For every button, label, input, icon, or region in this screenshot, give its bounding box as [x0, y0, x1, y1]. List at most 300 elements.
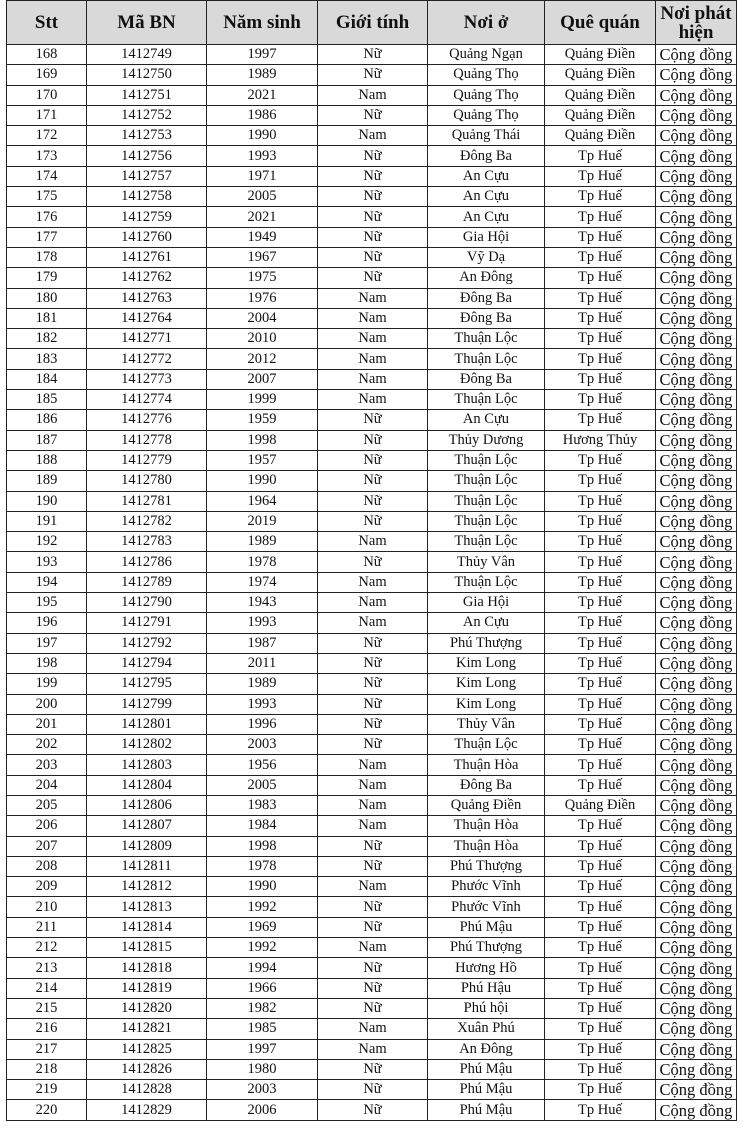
cell-gioi-tinh: Nam [318, 349, 428, 369]
header-nam-sinh: Năm sinh [207, 1, 318, 45]
cell-nam-sinh: 1966 [207, 978, 318, 998]
cell-ma-bn: 1412801 [87, 714, 207, 734]
cell-stt: 198 [7, 653, 87, 673]
cell-nam-sinh: 1964 [207, 491, 318, 511]
cell-noi-o: Thuận Lộc [428, 532, 545, 552]
cell-gioi-tinh: Nữ [318, 268, 428, 288]
cell-stt: 187 [7, 430, 87, 450]
cell-que-quan: Tp Huế [545, 146, 656, 166]
cell-nam-sinh: 1997 [207, 45, 318, 65]
cell-noi-o: Thủy Vân [428, 552, 545, 572]
table-row [7, 998, 737, 1018]
table-row [7, 308, 737, 328]
cell-noi-o: Thuận Lộc [428, 329, 545, 349]
cell-noi-o: Thuận Hòa [428, 836, 545, 856]
cell-noi-phat-hien: Cộng đồng [656, 450, 737, 470]
cell-nam-sinh: 1989 [207, 532, 318, 552]
table-row [7, 430, 737, 450]
cell-ma-bn: 1412764 [87, 308, 207, 328]
table-row [7, 1039, 737, 1059]
cell-gioi-tinh: Nữ [318, 836, 428, 856]
cell-noi-phat-hien: Cộng đồng [656, 511, 737, 531]
cell-nam-sinh: 2005 [207, 187, 318, 207]
cell-gioi-tinh: Nam [318, 369, 428, 389]
cell-noi-o: Đông Ba [428, 288, 545, 308]
cell-que-quan: Tp Huế [545, 633, 656, 653]
cell-noi-phat-hien: Cộng đồng [656, 65, 737, 85]
table-row [7, 572, 737, 592]
cell-noi-o: Thủy Dương [428, 430, 545, 450]
cell-nam-sinh: 1959 [207, 410, 318, 430]
cell-gioi-tinh: Nam [318, 938, 428, 958]
table-row [7, 410, 737, 430]
cell-ma-bn: 1412792 [87, 633, 207, 653]
cell-stt: 211 [7, 917, 87, 937]
cell-noi-phat-hien: Cộng đồng [656, 653, 737, 673]
cell-que-quan: Tp Huế [545, 653, 656, 673]
cell-noi-o: Quảng Ngạn [428, 45, 545, 65]
cell-ma-bn: 1412763 [87, 288, 207, 308]
cell-noi-phat-hien: Cộng đồng [656, 795, 737, 815]
cell-noi-phat-hien: Cộng đồng [656, 917, 737, 937]
cell-noi-o: Thuận Lộc [428, 572, 545, 592]
cell-stt: 174 [7, 166, 87, 186]
cell-que-quan: Tp Huế [545, 978, 656, 998]
cell-noi-o: An Cựu [428, 166, 545, 186]
cell-stt: 179 [7, 268, 87, 288]
cell-gioi-tinh: Nữ [318, 714, 428, 734]
cell-que-quan: Tp Huế [545, 714, 656, 734]
cell-nam-sinh: 1976 [207, 288, 318, 308]
cell-que-quan: Tp Huế [545, 390, 656, 410]
cell-ma-bn: 1412771 [87, 329, 207, 349]
cell-stt: 212 [7, 938, 87, 958]
cell-stt: 214 [7, 978, 87, 998]
cell-nam-sinh: 1978 [207, 552, 318, 572]
cell-noi-phat-hien: Cộng đồng [656, 998, 737, 1018]
cell-gioi-tinh: Nữ [318, 998, 428, 1018]
cell-noi-phat-hien: Cộng đồng [656, 126, 737, 146]
cell-gioi-tinh: Nam [318, 532, 428, 552]
cell-noi-o: Phước Vĩnh [428, 897, 545, 917]
table-row [7, 329, 737, 349]
cell-que-quan: Tp Huế [545, 329, 656, 349]
cell-stt: 189 [7, 471, 87, 491]
cell-noi-phat-hien: Cộng đồng [656, 836, 737, 856]
cell-ma-bn: 1412806 [87, 795, 207, 815]
cell-noi-phat-hien: Cộng đồng [656, 593, 737, 613]
cell-que-quan: Tp Huế [545, 532, 656, 552]
patient-table-container [6, 0, 737, 1121]
cell-gioi-tinh: Nam [318, 572, 428, 592]
cell-noi-phat-hien: Cộng đồng [656, 85, 737, 105]
cell-nam-sinh: 1990 [207, 471, 318, 491]
cell-noi-o: Phú Mậu [428, 1100, 545, 1120]
cell-ma-bn: 1412821 [87, 1019, 207, 1039]
cell-noi-phat-hien: Cộng đồng [656, 390, 737, 410]
cell-ma-bn: 1412820 [87, 998, 207, 1018]
cell-gioi-tinh: Nữ [318, 146, 428, 166]
cell-ma-bn: 1412753 [87, 126, 207, 146]
cell-nam-sinh: 1984 [207, 816, 318, 836]
cell-gioi-tinh: Nữ [318, 1059, 428, 1079]
cell-noi-phat-hien: Cộng đồng [656, 856, 737, 876]
cell-que-quan: Tp Huế [545, 207, 656, 227]
cell-noi-phat-hien: Cộng đồng [656, 938, 737, 958]
cell-que-quan: Tp Huế [545, 674, 656, 694]
cell-gioi-tinh: Nam [318, 816, 428, 836]
cell-noi-phat-hien: Cộng đồng [656, 308, 737, 328]
cell-noi-o: Quảng Thái [428, 126, 545, 146]
cell-nam-sinh: 1982 [207, 998, 318, 1018]
cell-stt: 199 [7, 674, 87, 694]
cell-stt: 185 [7, 390, 87, 410]
table-row [7, 450, 737, 470]
cell-que-quan: Tp Huế [545, 1100, 656, 1120]
cell-gioi-tinh: Nữ [318, 958, 428, 978]
cell-ma-bn: 1412778 [87, 430, 207, 450]
cell-gioi-tinh: Nam [318, 390, 428, 410]
cell-noi-phat-hien: Cộng đồng [656, 491, 737, 511]
table-row [7, 775, 737, 795]
cell-noi-phat-hien: Cộng đồng [656, 146, 737, 166]
cell-ma-bn: 1412757 [87, 166, 207, 186]
cell-que-quan: Tp Huế [545, 998, 656, 1018]
cell-gioi-tinh: Nữ [318, 897, 428, 917]
table-row [7, 593, 737, 613]
cell-stt: 216 [7, 1019, 87, 1039]
cell-ma-bn: 1412812 [87, 877, 207, 897]
cell-gioi-tinh: Nam [318, 593, 428, 613]
cell-gioi-tinh: Nữ [318, 1080, 428, 1100]
cell-nam-sinh: 1994 [207, 958, 318, 978]
cell-noi-phat-hien: Cộng đồng [656, 207, 737, 227]
cell-noi-phat-hien: Cộng đồng [656, 572, 737, 592]
table-header-row [7, 1, 737, 45]
cell-ma-bn: 1412780 [87, 471, 207, 491]
cell-noi-phat-hien: Cộng đồng [656, 430, 737, 450]
cell-gioi-tinh: Nữ [318, 552, 428, 572]
cell-nam-sinh: 1969 [207, 917, 318, 937]
cell-que-quan: Tp Huế [545, 938, 656, 958]
cell-ma-bn: 1412825 [87, 1039, 207, 1059]
cell-stt: 220 [7, 1100, 87, 1120]
cell-nam-sinh: 1975 [207, 268, 318, 288]
table-row [7, 735, 737, 755]
cell-que-quan: Tp Huế [545, 491, 656, 511]
cell-noi-phat-hien: Cộng đồng [656, 471, 737, 491]
cell-noi-phat-hien: Cộng đồng [656, 735, 737, 755]
cell-gioi-tinh: Nữ [318, 207, 428, 227]
cell-noi-o: Quảng Thọ [428, 65, 545, 85]
cell-noi-o: Thuận Lộc [428, 511, 545, 531]
cell-nam-sinh: 1971 [207, 166, 318, 186]
cell-stt: 193 [7, 552, 87, 572]
table-row [7, 958, 737, 978]
cell-noi-phat-hien: Cộng đồng [656, 633, 737, 653]
cell-noi-o: Hương Hồ [428, 958, 545, 978]
cell-noi-phat-hien: Cộng đồng [656, 958, 737, 978]
cell-noi-phat-hien: Cộng đồng [656, 166, 737, 186]
table-row [7, 126, 737, 146]
cell-ma-bn: 1412762 [87, 268, 207, 288]
cell-nam-sinh: 2005 [207, 775, 318, 795]
cell-que-quan: Tp Huế [545, 958, 656, 978]
cell-gioi-tinh: Nữ [318, 491, 428, 511]
cell-ma-bn: 1412758 [87, 187, 207, 207]
cell-que-quan: Tp Huế [545, 735, 656, 755]
cell-noi-phat-hien: Cộng đồng [656, 45, 737, 65]
table-row [7, 978, 737, 998]
cell-que-quan: Quảng Điền [545, 795, 656, 815]
header-ma-bn: Mã BN [87, 1, 207, 45]
cell-ma-bn: 1412819 [87, 978, 207, 998]
cell-noi-o: An Cựu [428, 410, 545, 430]
cell-nam-sinh: 1978 [207, 856, 318, 876]
table-row [7, 369, 737, 389]
cell-que-quan: Tp Huế [545, 187, 656, 207]
header-stt: Stt [7, 1, 87, 45]
cell-noi-o: An Cựu [428, 187, 545, 207]
cell-noi-phat-hien: Cộng đồng [656, 694, 737, 714]
cell-nam-sinh: 2003 [207, 735, 318, 755]
cell-ma-bn: 1412774 [87, 390, 207, 410]
cell-noi-o: Phú Thượng [428, 856, 545, 876]
cell-stt: 172 [7, 126, 87, 146]
cell-gioi-tinh: Nữ [318, 105, 428, 125]
table-row [7, 613, 737, 633]
table-row [7, 836, 737, 856]
cell-noi-o: Quảng Thọ [428, 85, 545, 105]
cell-que-quan: Tp Huế [545, 1039, 656, 1059]
cell-stt: 175 [7, 187, 87, 207]
cell-noi-phat-hien: Cộng đồng [656, 714, 737, 734]
cell-nam-sinh: 2004 [207, 308, 318, 328]
cell-nam-sinh: 1998 [207, 430, 318, 450]
cell-noi-phat-hien: Cộng đồng [656, 1039, 737, 1059]
cell-noi-phat-hien: Cộng đồng [656, 552, 737, 572]
cell-noi-o: An Cựu [428, 613, 545, 633]
cell-gioi-tinh: Nam [318, 329, 428, 349]
table-row [7, 288, 737, 308]
cell-nam-sinh: 2021 [207, 207, 318, 227]
cell-noi-phat-hien: Cộng đồng [656, 674, 737, 694]
cell-noi-phat-hien: Cộng đồng [656, 897, 737, 917]
cell-que-quan: Quảng Điền [545, 65, 656, 85]
cell-que-quan: Tp Huế [545, 755, 656, 775]
cell-nam-sinh: 2003 [207, 1080, 318, 1100]
cell-stt: 191 [7, 511, 87, 531]
cell-que-quan: Tp Huế [545, 471, 656, 491]
cell-stt: 210 [7, 897, 87, 917]
cell-que-quan: Tp Huế [545, 288, 656, 308]
table-row [7, 714, 737, 734]
cell-stt: 201 [7, 714, 87, 734]
cell-noi-o: Xuân Phú [428, 1019, 545, 1039]
cell-ma-bn: 1412783 [87, 532, 207, 552]
cell-noi-o: Gia Hội [428, 593, 545, 613]
cell-nam-sinh: 1974 [207, 572, 318, 592]
cell-ma-bn: 1412829 [87, 1100, 207, 1120]
cell-que-quan: Tp Huế [545, 613, 656, 633]
table-row [7, 146, 737, 166]
cell-que-quan: Tp Huế [545, 552, 656, 572]
cell-gioi-tinh: Nam [318, 1039, 428, 1059]
header-noi-phat-hien: Nơi phát hiện [656, 1, 737, 45]
cell-stt: 206 [7, 816, 87, 836]
cell-stt: 195 [7, 593, 87, 613]
cell-stt: 188 [7, 450, 87, 470]
cell-noi-o: Đông Ba [428, 369, 545, 389]
cell-nam-sinh: 1957 [207, 450, 318, 470]
cell-gioi-tinh: Nữ [318, 1100, 428, 1120]
cell-stt: 200 [7, 694, 87, 714]
table-row [7, 390, 737, 410]
table-row [7, 917, 737, 937]
cell-noi-o: Đông Ba [428, 775, 545, 795]
cell-nam-sinh: 2012 [207, 349, 318, 369]
cell-noi-phat-hien: Cộng đồng [656, 1100, 737, 1120]
cell-ma-bn: 1412809 [87, 836, 207, 856]
cell-que-quan: Tp Huế [545, 897, 656, 917]
cell-nam-sinh: 1989 [207, 65, 318, 85]
cell-ma-bn: 1412752 [87, 105, 207, 125]
cell-ma-bn: 1412791 [87, 613, 207, 633]
cell-stt: 205 [7, 795, 87, 815]
table-row [7, 795, 737, 815]
cell-nam-sinh: 1998 [207, 836, 318, 856]
cell-stt: 181 [7, 308, 87, 328]
cell-gioi-tinh: Nữ [318, 694, 428, 714]
cell-noi-phat-hien: Cộng đồng [656, 105, 737, 125]
table-row [7, 532, 737, 552]
cell-noi-phat-hien: Cộng đồng [656, 978, 737, 998]
cell-gioi-tinh: Nam [318, 755, 428, 775]
cell-gioi-tinh: Nữ [318, 856, 428, 876]
table-row [7, 897, 737, 917]
cell-noi-o: Quảng Thọ [428, 105, 545, 125]
cell-gioi-tinh: Nam [318, 85, 428, 105]
cell-que-quan: Tp Huế [545, 349, 656, 369]
cell-nam-sinh: 1992 [207, 938, 318, 958]
cell-noi-phat-hien: Cộng đồng [656, 329, 737, 349]
cell-nam-sinh: 1993 [207, 613, 318, 633]
cell-noi-phat-hien: Cộng đồng [656, 227, 737, 247]
cell-stt: 180 [7, 288, 87, 308]
table-row [7, 552, 737, 572]
cell-noi-phat-hien: Cộng đồng [656, 268, 737, 288]
cell-nam-sinh: 2007 [207, 369, 318, 389]
cell-noi-phat-hien: Cộng đồng [656, 187, 737, 207]
cell-noi-o: Thủy Vân [428, 714, 545, 734]
cell-noi-phat-hien: Cộng đồng [656, 369, 737, 389]
cell-ma-bn: 1412750 [87, 65, 207, 85]
cell-noi-o: Phú hội [428, 998, 545, 1018]
cell-ma-bn: 1412749 [87, 45, 207, 65]
cell-que-quan: Tp Huế [545, 410, 656, 430]
cell-que-quan: Tp Huế [545, 227, 656, 247]
cell-ma-bn: 1412799 [87, 694, 207, 714]
cell-nam-sinh: 1983 [207, 795, 318, 815]
cell-stt: 177 [7, 227, 87, 247]
cell-que-quan: Tp Huế [545, 775, 656, 795]
table-row [7, 511, 737, 531]
cell-que-quan: Quảng Điền [545, 45, 656, 65]
cell-noi-o: Thuận Lộc [428, 349, 545, 369]
cell-ma-bn: 1412814 [87, 917, 207, 937]
cell-nam-sinh: 1943 [207, 593, 318, 613]
cell-ma-bn: 1412790 [87, 593, 207, 613]
cell-stt: 169 [7, 65, 87, 85]
cell-stt: 209 [7, 877, 87, 897]
cell-ma-bn: 1412802 [87, 735, 207, 755]
cell-noi-o: Thuận Hòa [428, 816, 545, 836]
cell-ma-bn: 1412772 [87, 349, 207, 369]
cell-nam-sinh: 1989 [207, 674, 318, 694]
cell-gioi-tinh: Nữ [318, 653, 428, 673]
cell-noi-o: Vỹ Dạ [428, 247, 545, 267]
cell-stt: 170 [7, 85, 87, 105]
cell-stt: 202 [7, 735, 87, 755]
cell-stt: 219 [7, 1080, 87, 1100]
cell-noi-o: Thuận Hòa [428, 755, 545, 775]
table-row [7, 633, 737, 653]
cell-noi-o: Kim Long [428, 694, 545, 714]
cell-que-quan: Tp Huế [545, 1080, 656, 1100]
cell-gioi-tinh: Nam [318, 126, 428, 146]
cell-que-quan: Tp Huế [545, 166, 656, 186]
cell-noi-o: Phú Mậu [428, 1059, 545, 1079]
table-row [7, 105, 737, 125]
cell-noi-o: An Đông [428, 268, 545, 288]
cell-gioi-tinh: Nữ [318, 674, 428, 694]
cell-noi-o: Thuận Lộc [428, 735, 545, 755]
cell-noi-phat-hien: Cộng đồng [656, 247, 737, 267]
table-row [7, 45, 737, 65]
table-row [7, 653, 737, 673]
cell-noi-phat-hien: Cộng đồng [656, 1059, 737, 1079]
cell-noi-phat-hien: Cộng đồng [656, 410, 737, 430]
cell-stt: 196 [7, 613, 87, 633]
cell-noi-o: Thuận Lộc [428, 450, 545, 470]
cell-gioi-tinh: Nữ [318, 978, 428, 998]
cell-que-quan: Tp Huế [545, 856, 656, 876]
cell-noi-o: Phú Mậu [428, 1080, 545, 1100]
cell-noi-o: Phú Mậu [428, 917, 545, 937]
cell-que-quan: Tp Huế [545, 694, 656, 714]
cell-noi-o: Đông Ba [428, 146, 545, 166]
cell-ma-bn: 1412828 [87, 1080, 207, 1100]
cell-noi-phat-hien: Cộng đồng [656, 775, 737, 795]
cell-gioi-tinh: Nữ [318, 471, 428, 491]
cell-gioi-tinh: Nam [318, 877, 428, 897]
cell-que-quan: Tp Huế [545, 450, 656, 470]
cell-nam-sinh: 1986 [207, 105, 318, 125]
cell-stt: 190 [7, 491, 87, 511]
cell-nam-sinh: 2021 [207, 85, 318, 105]
cell-ma-bn: 1412804 [87, 775, 207, 795]
table-body [7, 45, 737, 1121]
cell-noi-o: Kim Long [428, 653, 545, 673]
cell-gioi-tinh: Nam [318, 288, 428, 308]
cell-noi-o: An Đông [428, 1039, 545, 1059]
cell-gioi-tinh: Nam [318, 775, 428, 795]
header-gioi-tinh: Giới tính [318, 1, 428, 45]
cell-gioi-tinh: Nữ [318, 45, 428, 65]
cell-que-quan: Hương Thủy [545, 430, 656, 450]
cell-stt: 215 [7, 998, 87, 1018]
cell-gioi-tinh: Nữ [318, 65, 428, 85]
